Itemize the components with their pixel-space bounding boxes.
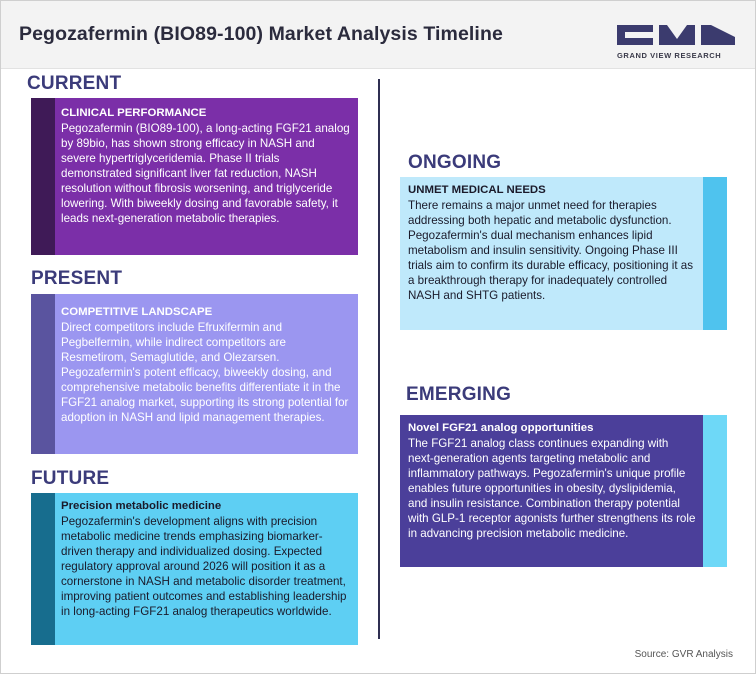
card-emerging-heading: Novel FGF21 analog opportunities	[408, 422, 594, 434]
card-present-heading: COMPETITIVE LANDSCAPE	[61, 306, 213, 318]
source-note: Source: GVR Analysis	[634, 649, 733, 660]
section-label-future: FUTURE	[31, 468, 110, 489]
card-ongoing-accent-bar	[703, 177, 727, 330]
header-band	[1, 1, 755, 69]
card-emerging-body: The FGF21 analog class continues expanding with next-generation agents targeting metabolic and inflammatory pathways. Pegozafermin's unique profile enables future opportunities in obesity, dyslipidemia, and insulin resistance. Combination therapy potential with GLP-1 receptor agonists further strengthens its role in advancing precision metabolic medicine.	[408, 437, 696, 540]
card-present-body: Direct competitors include Efruxifermin and Pegbelfermin, while indirect competitors are Resmetirom, Semaglutide, and Olezarsen. Pegozafermin's potent efficacy, biweekly dosing, and comprehensive metabolic benefits differentiate it in the FGF21 analog market, supporting its strong potential for adoption in NASH and lipid management therapies.	[61, 321, 349, 424]
card-emerging-accent-bar	[703, 415, 727, 567]
page-title: Pegozafermin (BIO89-100) Market Analysis Timeline	[19, 23, 503, 45]
card-current-heading: CLINICAL PERFORMANCE	[61, 107, 207, 119]
card-current-content	[55, 98, 358, 255]
card-future-content	[55, 493, 358, 645]
card-future-body: Pegozafermin's development aligns with precision metabolic medicine trends emphasizing biomarker-driven therapy and individualized dosing. Expected regulatory approval around 2026 will position it as a cornerstone in NASH and metabolic disorder treatment, improving patient outcomes and establishing leadership in long-acting FGF21 analog therapeutics worldwide.	[61, 515, 347, 618]
card-ongoing	[400, 177, 727, 330]
card-present	[31, 294, 358, 454]
section-label-current: CURRENT	[27, 73, 122, 94]
card-future-accent-bar	[31, 493, 55, 645]
timeline-divider	[378, 79, 380, 639]
card-current	[31, 98, 358, 255]
section-label-emerging: EMERGING	[406, 384, 512, 405]
card-ongoing-body: There remains a major unmet need for therapies addressing both hepatic and metabolic dysfunction. Pegozafermin's dual mechanism enhances lipid metabolism and insulin sensitivity. Ongoing Phase III trials aim to confirm its durable efficacy, positioning it as a breakthrough therapy for inadequately controlled NASH and SHTG patients.	[408, 199, 694, 302]
section-label-ongoing: ONGOING	[408, 152, 502, 173]
card-emerging-content	[400, 415, 703, 567]
card-current-body: Pegozafermin (BIO89-100), a long-acting FGF21 analog by 89bio, has shown strong efficacy in NASH and severe hypertriglyceridemia. Phase II trials demonstrated significant liver fat reduction, NASH resolution without fibrosis worsening, and triglyceride lowering. With biweekly dosing and favorable safety, it leads next-generation metabolic therapies.	[61, 122, 350, 225]
card-emerging	[400, 415, 727, 567]
gvr-logo-icon	[617, 23, 737, 49]
gvr-logo	[617, 23, 737, 65]
card-current-accent-bar	[31, 98, 55, 255]
logo-text: GRAND VIEW RESEARCH	[617, 51, 722, 60]
card-ongoing-heading: UNMET MEDICAL NEEDS	[408, 184, 546, 196]
section-label-present: PRESENT	[31, 268, 123, 289]
card-future-heading: Precision metabolic medicine	[61, 500, 222, 512]
card-ongoing-content	[400, 177, 703, 330]
card-future	[31, 493, 358, 645]
card-present-content	[55, 294, 358, 454]
card-present-accent-bar	[31, 294, 55, 454]
